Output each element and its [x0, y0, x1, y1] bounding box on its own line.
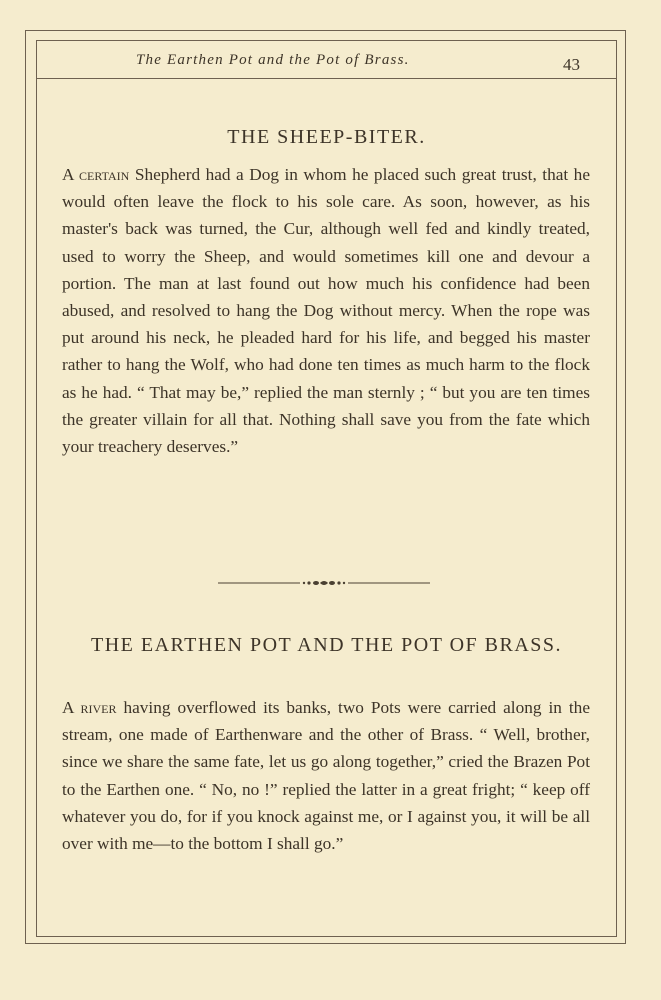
fable-text-earthen-pot [62, 694, 590, 857]
fable-text-sheep-biter [62, 161, 590, 460]
page-number: 43 [563, 55, 580, 74]
fable-title-earthen-pot: THE EARTHEN POT AND THE POT OF BRASS. [90, 634, 563, 656]
running-head [36, 52, 617, 74]
fable-title-sheep-biter: THE SHEEP-BITER. [227, 126, 426, 148]
fable-body: having overflowed its banks, two Pots were carried along in the stream, one made of Earthenware and the other of Brass. “ Well, brother, since we share the same fate, let us go along together,” cried the Brazen Pot to the Earthen one. “ No, no !” replied the latter in a great fright; “ keep off whatever you do, for if you knock against me, or I against you, it will be all over with me—to the bottom I shall go.” [62, 698, 590, 854]
ornament-divider [218, 579, 430, 587]
running-title: The Earthen Pot and the Pot of Brass. [136, 52, 410, 68]
header-rule [36, 78, 617, 79]
fable-opening: A river [62, 698, 117, 717]
fable-opening: A certain [62, 165, 130, 184]
fable-body: Shepherd had a Dog in whom he placed such great trust, that he would often leave the flock to his sole care. As soon, however, as his master's back was turned, the Cur, although well fed and kindly treated, used to worry the Sheep, and would sometimes kill one and devour a portion. The man at last found out how much his confidence had been abused, and resolved to hang the Dog without mercy. When the rope was put around his neck, he pleaded hard for his life, and begged his master rather to hang the Wolf, who had done ten times as much harm to the flock as he had. “ That may be,” replied the man sternly ; “ but you are ten times the greater villain for all that. Nothing shall save you from the fate which your treachery deserves.” [62, 165, 590, 457]
